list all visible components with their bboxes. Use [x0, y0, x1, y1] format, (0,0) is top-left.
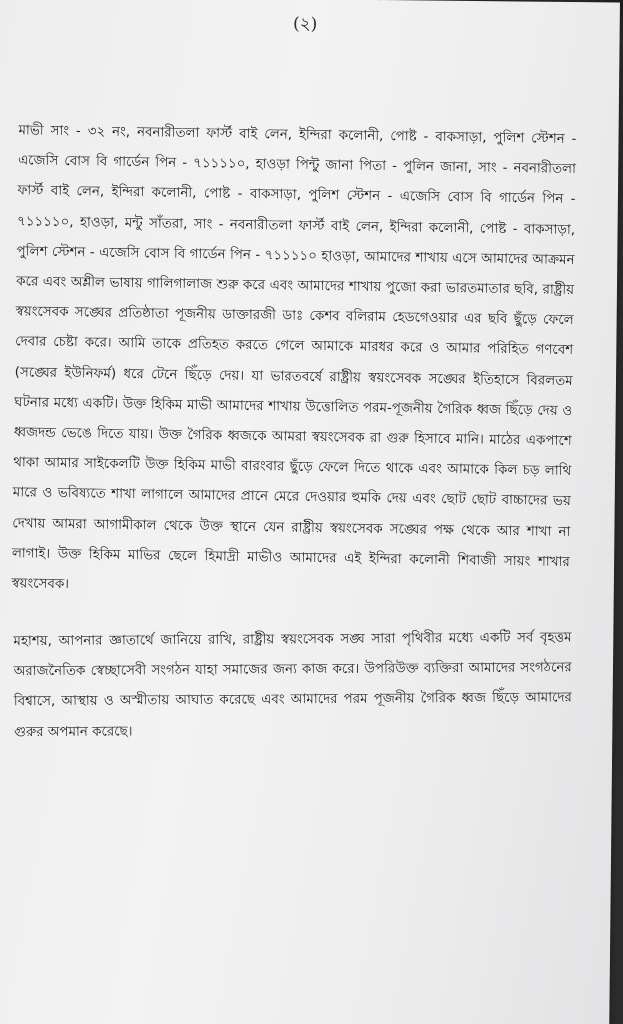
paragraph-1-text: মাভী সাং - ৩২ নং, নবনারীতলা ফার্স্ট বাই লেন, ইন্দিরা কলোনী, পোষ্ট - বাকসাড়া, পুলিশ স্টেশন - এজেসি বোস বি গার্ডেন পিন - ৭১১১১০, হাওড়া পিন্টু জানা পিতা - পুলিন জানা, সাং - নবনারীতলা ফার্স্ট বাই লেন, ইন্দিরা কলোনী, পোষ্ট - বাকসাড়া, পুলিশ স্টেশন - এজেসি বোস বি গার্ডেন পিন - ৭১১১১০, হাওড়া, মন্টু সাঁতরা, সাং - নবনারীতলা ফার্স্ট বাই লেন, ইন্দিরা কলোনী, পোষ্ট - বাকসাড়া, পুলিশ স্টেশন - এজেসি বোস বি গার্ডেন পিন - ৭১১১১০ হাওড়া, আমাদের শাখায় এসে আমাদের আক্রমন করে এবং অশ্লীল ভাষায় গালিগালাজ শুরু করে এবং আমাদের শাখায় পুজো করা ভারতমাতার ছবি, রাষ্ট্রীয় স্বয়ংসেবক সঙ্ঘের প্রতিষ্ঠাতা পূজনীয় ডাক্তারজী ডাঃ কেশব বলিরাম হেডগেওয়ার এর ছবি ছুঁড়ে ফেলে দেবার চেষ্টা করে। আমি তাকে প্রতিহত করতে গেলে আমাকে মারধর করে ও আমার পরিহিত গণবেশ (সঙ্ঘের ইউনিফর্ম) ধরে টেনে ছিঁড়ে দেয়। যা ভারতবর্ষে রাষ্ট্রীয় স্বয়ংসেবক সঙ্ঘের ইতিহাসে বিরলতম ঘটনার মধ্যে একটি। উক্ত হিকিম মাভী আমাদের শাখায় উত্তোলিত পরম-পূজনীয় গৈরিক ধ্বজ ছিঁড়ে দেয় ও ধ্বজদন্ড ভেঙে দিতে যায়। উক্ত গৈরিক ধ্বজকে আমরা স্বয়ংসেবক রা গুরু হিসাবে মানি। মাঠের একপাশে থাকা আমার সাইকেলটি উক্ত হিকিম মাভী বারংবার ছুঁড়ে ফেলে দিতে থাকে এবং আমাকে কিল চড় লাথি মারে ও ভবিষ্যতে শাখা লাগালে আমাদের প্রানে মেরে দেওয়ার হুমকি দেয় এবং ছোট ছোট বাচ্চাদের ভয় দেখায় আমরা আগামীকাল থেকে উক্ত স্থানে যেন রাষ্ট্রীয় স্বয়ংসেবক সঙ্ঘের পক্ষ থেকে আর শাখা না লাগাই। উক্ত হিকিম মাভির ছেলে হিমাদ্রী মাভীও আমাদের এই ইন্দিরা কলোনী শিবাজী সায়ং শাখার স্বয়ংসেবক। — [11, 123, 577, 593]
paragraph-2 — [13, 624, 572, 749]
letter-body — [12, 116, 577, 754]
paragraph-2-text: মহাশয়, আপনার জ্ঞাতার্থে জানিয়ে রাখি, রাষ্ট্রীয় স্বয়ংসেবক সঙ্ঘ সারা পৃথিবীর মধ্যে একটি সর্ব বৃহত্তম অরাজনৈতিক স্বেচ্ছাসেবী সংগঠন যাহা সমাজের জন্য কাজ করে। উপরিউক্ত ব্যক্তিরা আমাদের সংগঠনের বিশ্বাসে, আস্থায় ও অস্মীতায় আঘাত করেছে এবং আমাদের পরম পূজনীয় গৈরিক ধ্বজ ছিঁড়ে আমাদের গুরুর অপমান করেছে। — [13, 630, 572, 741]
paragraph-1 — [11, 116, 577, 608]
page-number: (২) — [292, 14, 318, 35]
